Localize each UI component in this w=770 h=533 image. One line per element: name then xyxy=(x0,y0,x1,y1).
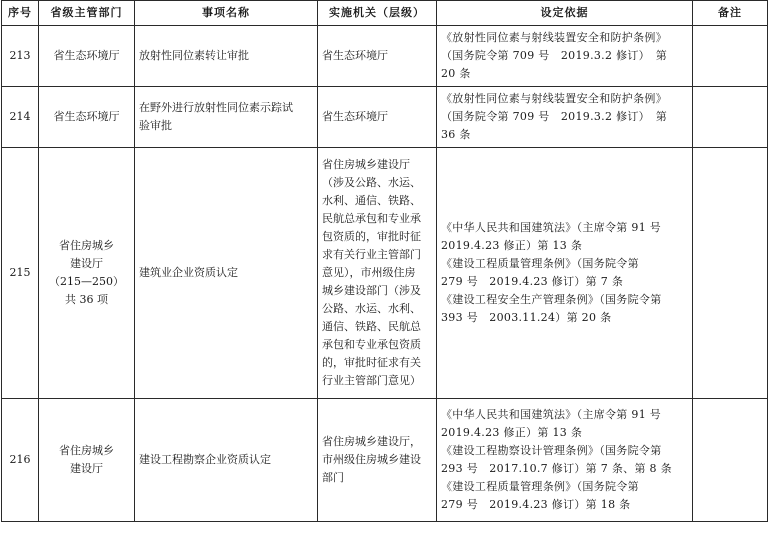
cell-item-name-line: 放射性同位素转让审批 xyxy=(139,49,249,62)
cell-item-name xyxy=(135,148,318,399)
table-row xyxy=(2,87,768,148)
cell-basis-line: 《中华人民共和国建筑法》（主席令第 91 号 xyxy=(441,408,662,421)
cell-item-name-line: 验审批 xyxy=(139,119,172,132)
cell-basis-line: 2019.4.23 修正）第 13 条 xyxy=(441,426,583,439)
cell-dept-line: 建设厅 xyxy=(70,462,103,475)
header-note: 备注 xyxy=(693,1,768,26)
cell-dept xyxy=(39,399,135,522)
cell-dept xyxy=(39,148,135,399)
cell-legal-basis xyxy=(437,87,693,148)
cell-basis-line: （国务院令第 709 号 2019.3.2 修订） 第 xyxy=(441,49,668,62)
cell-org-line: 通信、铁路、民航总 xyxy=(322,320,421,333)
cell-note xyxy=(693,148,768,399)
cell-basis-line: 279 号 2019.4.23 修订）第 7 条 xyxy=(441,275,624,288)
cell-basis-line: （国务院令第 709 号 2019.3.2 修订） 第 xyxy=(441,110,668,123)
cell-dept-line: 建设厅 xyxy=(70,257,103,270)
cell-dept xyxy=(39,26,135,87)
cell-basis-line: 293 号 2017.10.7 修订）第 7 条、第 8 条 xyxy=(441,462,672,475)
cell-org-line: 省住房城乡建设厅 xyxy=(322,158,410,171)
cell-dept-line: 省生态环境厅 xyxy=(53,110,120,123)
cell-org-line: 水利、通信、铁路、 xyxy=(322,194,421,207)
cell-org-line: 承包和专业承包资质 xyxy=(322,338,421,351)
cell-basis-line: 《建设工程质量管理条例》（国务院令第 xyxy=(441,480,639,493)
cell-implementing-org xyxy=(318,26,437,87)
cell-seq: 216 xyxy=(2,399,39,522)
header-implementing-org: 实施机关（层级） xyxy=(318,1,437,26)
cell-org-line: 公路、水运、水利、 xyxy=(322,302,421,315)
cell-org-line: （涉及公路、水运、 xyxy=(322,176,421,189)
cell-dept-line: 省生态环境厅 xyxy=(53,49,120,62)
cell-org-line: 求有关行业主管部门 xyxy=(322,248,421,261)
cell-note xyxy=(693,399,768,522)
cell-basis-line: 36 条 xyxy=(441,128,471,141)
cell-org-line: 市州级住房城乡建设 xyxy=(322,453,421,466)
cell-basis-line: 《建设工程安全生产管理条例》（国务院令第 xyxy=(441,293,662,306)
cell-org-line: 的，审批时征求有关 xyxy=(322,356,421,369)
table-header-row xyxy=(2,1,768,26)
header-dept: 省级主管部门 xyxy=(39,1,135,26)
cell-implementing-org xyxy=(318,87,437,148)
cell-item-name xyxy=(135,87,318,148)
cell-basis-line: 《建设工程勘察设计管理条例》（国务院令第 xyxy=(441,444,662,457)
cell-note xyxy=(693,26,768,87)
cell-legal-basis xyxy=(437,399,693,522)
cell-item-name xyxy=(135,26,318,87)
cell-org-line: 行业主管部门意见） xyxy=(322,374,421,387)
cell-seq: 215 xyxy=(2,148,39,399)
cell-basis-line: 《放射性同位素与射线装置安全和防护条例》 xyxy=(441,31,667,44)
cell-dept-line: （215—250） xyxy=(49,275,124,288)
cell-org-line: 城乡建设部门（涉及 xyxy=(322,284,421,297)
header-item-name: 事项名称 xyxy=(135,1,318,26)
cell-org-line: 省生态环境厅 xyxy=(322,49,388,62)
cell-seq: 213 xyxy=(2,26,39,87)
cell-item-name-line: 建筑业企业资质认定 xyxy=(139,266,238,279)
header-seq: 序号 xyxy=(2,1,39,26)
cell-seq: 214 xyxy=(2,87,39,148)
cell-dept-line: 省住房城乡 xyxy=(59,239,114,252)
cell-org-line: 包资质的，审批时征 xyxy=(322,230,421,243)
cell-basis-line: 279 号 2019.4.23 修订）第 18 条 xyxy=(441,498,631,511)
cell-basis-line: 《中华人民共和国建筑法》（主席令第 91 号 xyxy=(441,221,662,234)
cell-dept-line: 共 36 项 xyxy=(65,293,108,306)
cell-implementing-org xyxy=(318,399,437,522)
table-row xyxy=(2,148,768,399)
cell-basis-line: 393 号 2003.11.24）第 20 条 xyxy=(441,311,612,324)
cell-implementing-org xyxy=(318,148,437,399)
cell-org-line: 民航总承包和专业承 xyxy=(322,212,421,225)
cell-item-name xyxy=(135,399,318,522)
cell-basis-line: 《建设工程质量管理条例》（国务院令第 xyxy=(441,257,639,270)
cell-basis-line: 20 条 xyxy=(441,67,471,80)
cell-dept-line: 省住房城乡 xyxy=(59,444,114,457)
cell-item-name-line: 建设工程勘察企业资质认定 xyxy=(139,453,271,466)
cell-org-line: 省生态环境厅 xyxy=(322,110,388,123)
cell-org-line: 意见），市州级住房 xyxy=(322,266,416,279)
approval-items-table xyxy=(1,0,768,522)
cell-org-line: 省住房城乡建设厅， xyxy=(322,435,421,448)
cell-legal-basis xyxy=(437,26,693,87)
cell-org-line: 部门 xyxy=(322,471,344,484)
cell-item-name-line: 在野外进行放射性同位素示踪试 xyxy=(139,101,293,114)
cell-basis-line: 《放射性同位素与射线装置安全和防护条例》 xyxy=(441,92,667,105)
table-row xyxy=(2,399,768,522)
cell-note xyxy=(693,87,768,148)
header-legal-basis: 设定依据 xyxy=(437,1,693,26)
cell-dept xyxy=(39,87,135,148)
cell-legal-basis xyxy=(437,148,693,399)
table-row xyxy=(2,26,768,87)
cell-basis-line: 2019.4.23 修正）第 13 条 xyxy=(441,239,583,252)
